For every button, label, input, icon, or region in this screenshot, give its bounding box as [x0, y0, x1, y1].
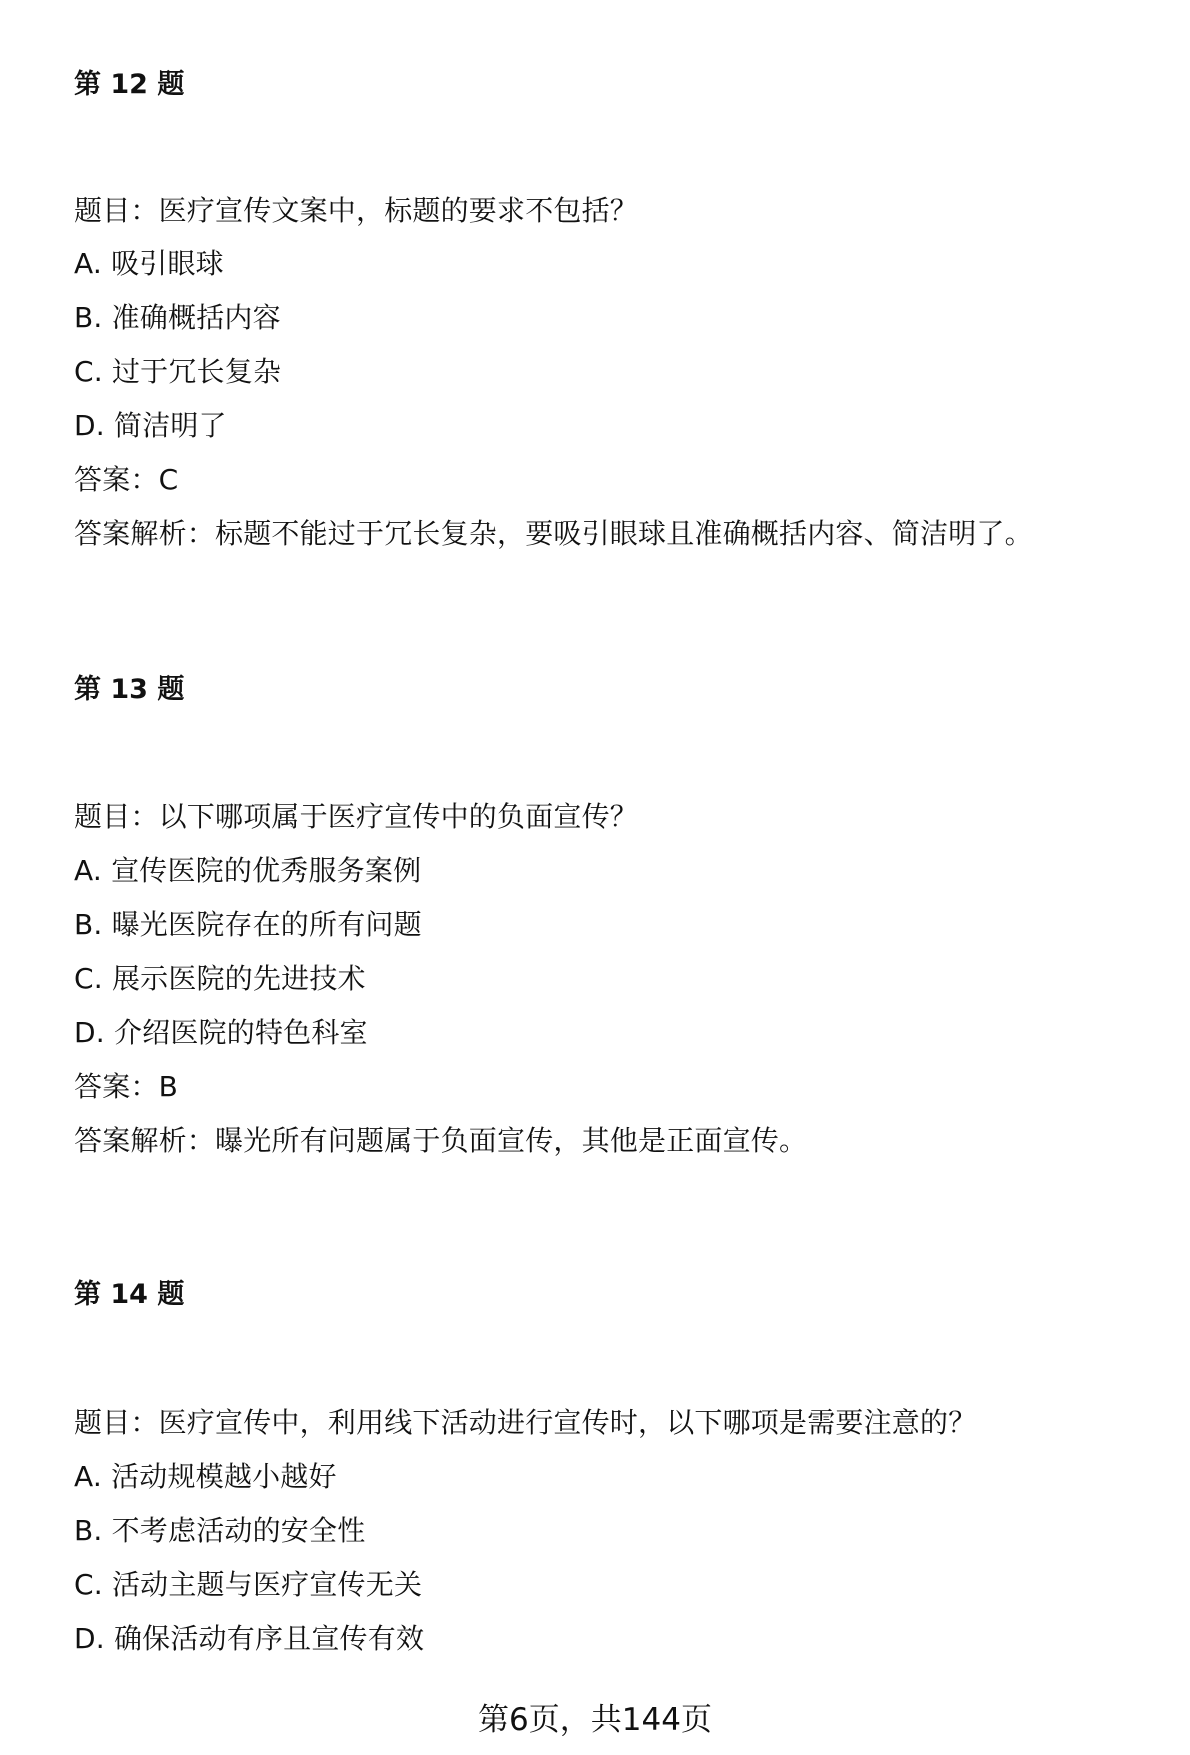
question-12-stem: 题目：医疗宣传文案中，标题的要求不包括？ [74, 194, 639, 227]
question-13-answer: 答案：B [74, 1070, 179, 1103]
question-12-option-a: A. 吸引眼球 [74, 247, 224, 280]
question-12-heading: 第 12 题 [74, 69, 185, 100]
page-number-footer: 第6页，共144页 [478, 1702, 712, 1738]
question-13-option-c: C. 展示医院的先进技术 [74, 962, 366, 995]
question-12-option-d: D. 简洁明了 [74, 409, 227, 442]
question-14-option-a: A. 活动规模越小越好 [74, 1460, 337, 1493]
question-12-option-b: B. 准确概括内容 [74, 301, 281, 334]
question-12-answer: 答案：C [74, 463, 179, 496]
question-12-explanation: 答案解析：标题不能过于冗长复杂，要吸引眼球且准确概括内容、简洁明了。 [74, 517, 1033, 550]
question-13-option-a: A. 宣传医院的优秀服务案例 [74, 854, 422, 887]
question-14-heading: 第 14 题 [74, 1279, 185, 1310]
question-13-stem: 题目：以下哪项属于医疗宣传中的负面宣传？ [74, 800, 639, 833]
question-13-option-b: B. 曝光医院存在的所有问题 [74, 908, 422, 941]
question-13-explanation: 答案解析：曝光所有问题属于负面宣传，其他是正面宣传。 [74, 1124, 808, 1157]
question-12-option-c: C. 过于冗长复杂 [74, 355, 282, 388]
question-13-option-d: D. 介绍医院的特色科室 [74, 1016, 368, 1049]
question-14-option-b: B. 不考虑活动的安全性 [74, 1514, 366, 1547]
question-13-heading: 第 13 题 [74, 674, 185, 705]
question-14-option-d: D. 确保活动有序且宣传有效 [74, 1622, 425, 1655]
question-14-stem: 题目：医疗宣传中，利用线下活动进行宣传时，以下哪项是需要注意的？ [74, 1406, 977, 1439]
question-14-option-c: C. 活动主题与医疗宣传无关 [74, 1568, 423, 1601]
